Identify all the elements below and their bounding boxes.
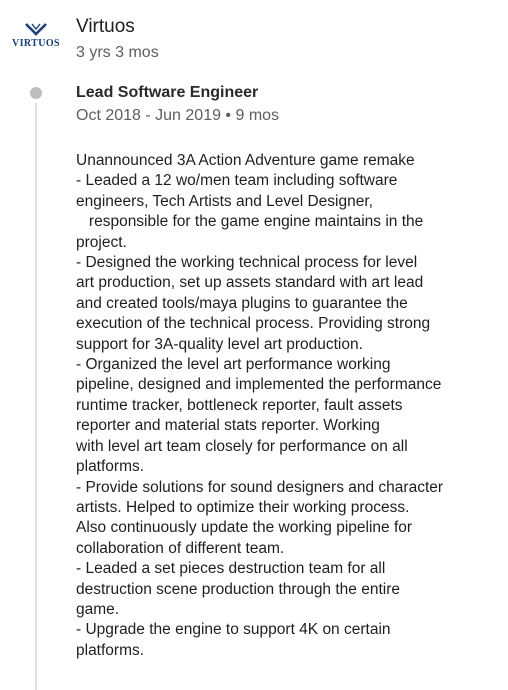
company-name[interactable]: Virtuos	[76, 16, 135, 37]
description-line: platforms.	[76, 641, 145, 659]
company-logo-text: VIRTUOS	[11, 38, 60, 49]
timeline-dot	[30, 87, 42, 99]
description-line: and created tools/maya plugins to guarantee the	[76, 294, 408, 312]
description-line: pipeline, designed and implemented the performance	[76, 376, 442, 394]
description-line: - Leaded a 12 wo/men team including software	[76, 172, 398, 190]
description-line: - Upgrade the engine to support 4K on certain	[76, 621, 391, 639]
description-line: - Leaded a set pieces destruction team for all	[76, 560, 386, 578]
role-description	[76, 151, 504, 661]
description-line: Unannounced 3A Action Adventure game remake	[76, 152, 415, 169]
description-line: reporter and material stats reporter. Working	[76, 417, 380, 435]
description-line: game.	[76, 600, 120, 618]
role-title: Lead Software Engineer	[76, 84, 259, 101]
description-line: - Designed the working technical process for level	[76, 254, 418, 272]
description-line: - Organized the level art performance working	[76, 356, 391, 374]
description-line: engineers, Tech Artists and Level Designer,	[76, 192, 373, 210]
role-dates: Oct 2018 - Jun 2019 • 9 mos	[76, 107, 280, 124]
description-line: platforms.	[76, 458, 145, 476]
description-line: project.	[76, 233, 127, 251]
description-line: support for 3A-quality level art production.	[76, 335, 363, 353]
timeline-line	[35, 103, 37, 690]
description-line: destruction scene production through the entire	[76, 580, 400, 598]
description-line: artists. Helped to optimize their working process.	[76, 498, 410, 516]
description-line: Also continuously update the working pipeline for	[76, 519, 413, 537]
description-line: with level art team closely for performance on all	[76, 437, 408, 455]
description-line: runtime tracker, bottleneck reporter, fault assets	[76, 396, 403, 414]
company-logo[interactable]	[6, 22, 66, 52]
description-line: collaboration of different team.	[76, 539, 285, 557]
description-line: responsible for the game engine maintains in the	[76, 213, 424, 231]
description-line: execution of the technical process. Providing strong	[76, 315, 431, 333]
company-duration: 3 yrs 3 mos	[76, 44, 159, 61]
description-line: art production, set up assets standard with art lead	[76, 274, 424, 292]
description-line: - Provide solutions for sound designers and character	[76, 478, 444, 496]
virtuos-logo-icon	[24, 22, 48, 36]
